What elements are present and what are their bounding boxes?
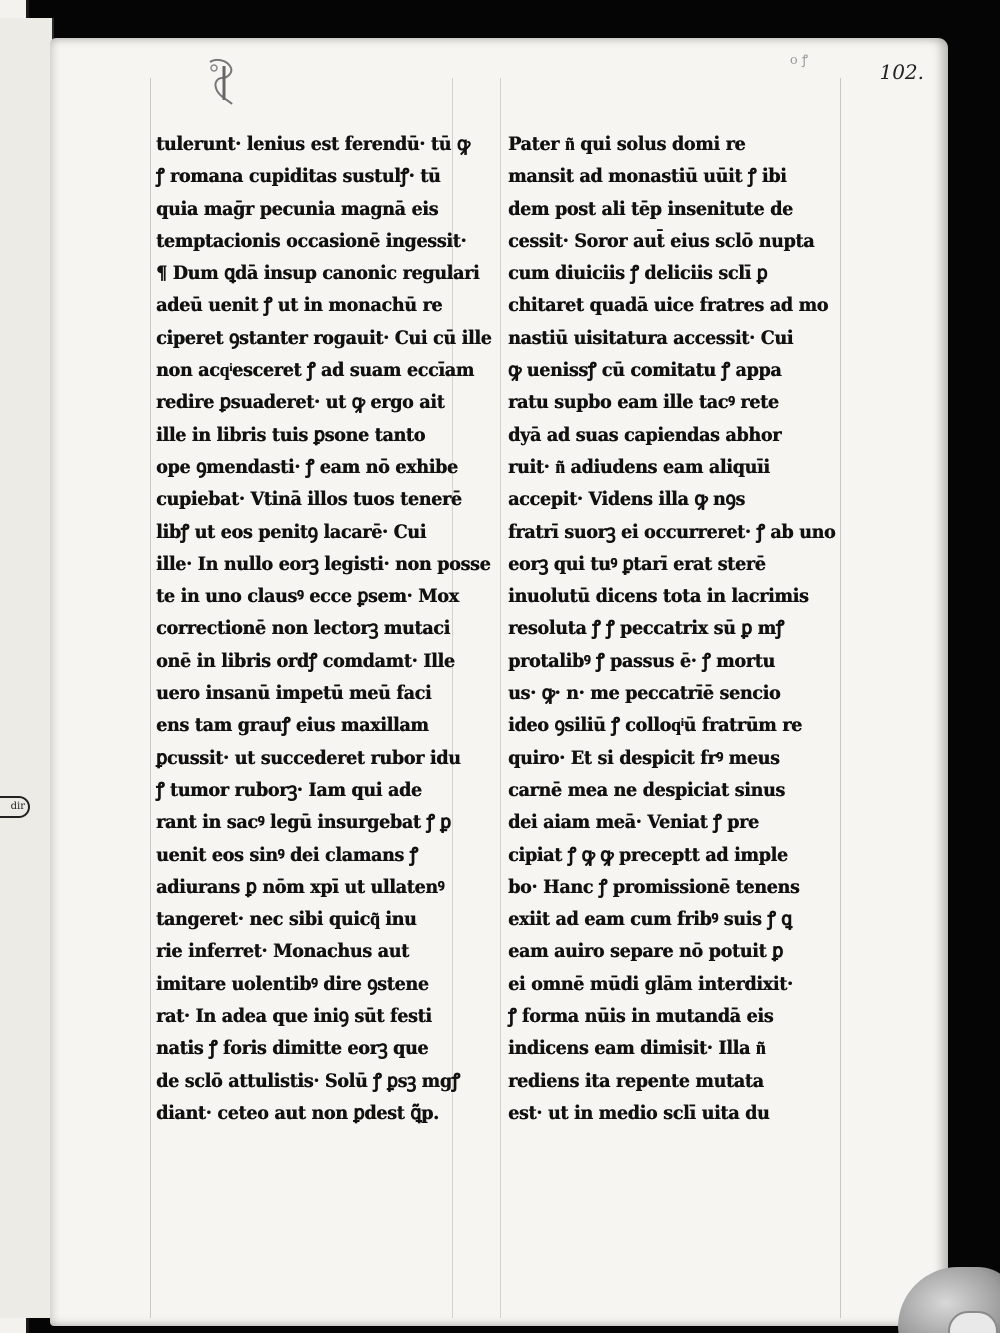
manuscript-line: Pater n͂ qui solus domi re — [508, 133, 746, 155]
marginal-sketch-icon — [202, 56, 244, 108]
manuscript-line: imitare uolentibꝰ dire ꝯstene — [156, 972, 429, 995]
manuscript-line: ruit· n͂ adiudens eam aliquīi — [508, 455, 770, 478]
manuscript-line: ꝑcussit· ut succederet rubor idu — [156, 746, 461, 769]
ruling-line — [500, 78, 501, 1318]
manuscript-line: protalibꝰ ꝭ passus ē· ꝭ mortu — [508, 649, 775, 672]
manuscript-line: cupiebat· Vtinā illos tuos tenerē — [156, 488, 462, 511]
manuscript-line: inuolutū dicens tota in lacrimis — [508, 585, 809, 608]
manuscript-line: de sclō attulistis· Solū ꝭ ꝑsꝫ mgꝭ — [156, 1069, 460, 1092]
manuscript-line: fratrī suorꝫ ei occurreret· ꝭ ab uno — [508, 520, 836, 543]
manuscript-line: redire ꝑsuaderet· ut ꝙ ergo ait — [156, 391, 445, 414]
left-text-column — [156, 128, 492, 1129]
manuscript-line: est· ut in medio sclī uita du — [508, 1101, 770, 1124]
manuscript-line: natis ꝭ foris dimitte eorꝫ que — [156, 1037, 429, 1060]
manuscript-line: carnē mea ne despiciat sinus — [508, 778, 785, 801]
manuscript-line: libꝭ ut eos penitꝯ lacarē· Cui — [156, 520, 426, 543]
manuscript-line: ens tam grauꝭ eius maxillam — [156, 714, 429, 737]
manuscript-line: nastiū uisitatura accessit· Cui — [508, 326, 794, 349]
manuscript-line: ꝭ tumor ruborꝫ· Iam qui ade — [156, 778, 422, 801]
manuscript-line: ꝙ uenissꝭ cū comitatu ꝭ appa — [508, 359, 782, 382]
corner-mark: o ꝭ — [789, 53, 808, 68]
manuscript-line: indicens eam dimisit· Illa n͂ — [508, 1037, 766, 1060]
manuscript-line: onē in libris ordꝭ comdamt· Ille — [156, 649, 455, 672]
manuscript-line: eam auiro separe nō potuit ꝑ — [508, 940, 783, 963]
manuscript-line: accepit· Videns illa ꝙ nꝯs — [508, 488, 745, 511]
manuscript-line: dyā ad suas capiendas abhor — [508, 423, 782, 446]
manuscript-line: correctionē non lectorꝫ mutaci — [156, 617, 450, 640]
manuscript-line: exiit ad eam cum fribꝰ suis ꝭ ꝗ — [508, 908, 792, 931]
manuscript-line: quiro· Et si despicit frꝰ meus — [508, 746, 780, 769]
thumb-nail — [948, 1311, 998, 1333]
manuscript-line: te in uno clausꝰ ecce ꝑsem· Mox — [156, 585, 459, 608]
previous-page — [0, 18, 54, 1318]
manuscript-line: ciperet ꝯstanter rogauit· Cui cū ille — [156, 326, 492, 349]
manuscript-line: rat· In adea que iniꝯ sūt festi — [156, 1005, 432, 1028]
manuscript-line: non acqͥesceret ꝭ ad suam eccīam — [156, 359, 474, 382]
manuscript-line: ideo ꝯsiliū ꝭ colloqͥū fratrūm re — [508, 714, 802, 737]
manuscript-line: dem post ali tēp insenitute de — [508, 197, 793, 220]
manuscript-line: ꝭ forma nūis in mutandā eis — [508, 1005, 774, 1028]
manuscript-line: resoluta ꝭ ꝭ peccatrix sū ꝑ mꝭ — [508, 617, 784, 640]
manuscript-line: ille in libris tuis ꝑsone tanto — [156, 423, 425, 446]
folio-number: 102. — [879, 60, 924, 84]
right-text-column — [508, 128, 836, 1129]
manuscript-line: us· ꝙ· n· me peccatrīē sencio — [508, 682, 781, 705]
manuscript-line: temptacionis occasionē ingessit· — [156, 229, 467, 252]
manuscript-line: uero insanū impetū meū faci — [156, 682, 432, 705]
manuscript-line: adeū uenit ꝭ ut in monachū re — [156, 294, 443, 317]
manuscript-line: ei omnē mūdi glām interdixit· — [508, 972, 793, 995]
previous-page-stamp: dir — [0, 796, 30, 818]
manuscript-line: rie inferret· Monachus aut — [156, 940, 409, 963]
manuscript-line: tangeret· nec sibi quicq͂ inu — [156, 908, 417, 931]
manuscript-line: tulerunt· lenius est ferendū· tū ꝙ — [156, 133, 470, 155]
manuscript-line: mansit ad monastiū uūit ꝭ ibi — [508, 165, 787, 188]
manuscript-line: ope ꝯmendasti· ꝭ eam nō exhibe — [156, 455, 458, 478]
manuscript-line: ratu supbo eam ille tacꝰ rete — [508, 391, 779, 414]
manuscript-line: quia maḡr pecunia magnā eis — [156, 197, 439, 220]
manuscript-line: adiurans ꝑ nōm xpī ut ullatenꝰ — [156, 875, 445, 898]
manuscript-line: diant· ceteo aut non ꝑdest ꝗ͂p. — [156, 1101, 439, 1124]
manuscript-line: rant in sacꝰ legū insurgebat ꝭ ꝑ — [156, 811, 451, 834]
folio — [50, 38, 948, 1326]
manuscript-line: ꝭ romana cupiditas sustulꝭ· tū — [156, 165, 441, 188]
manuscript-line: eorꝫ qui tuꝰ ꝑtarī erat sterē — [508, 552, 766, 575]
manuscript-line: cum diuiciis ꝭ deliciis sclī ꝑ — [508, 262, 768, 285]
manuscript-line: chitaret quadā uice fratres ad mo — [508, 294, 829, 317]
manuscript-line: cessit· Soror aut̄ eius sclō nupta — [508, 229, 815, 252]
manuscript-line: cipiat ꝭ ꝙ ꝙ preceptt ad imple — [508, 843, 788, 866]
manuscript-line: ille· In nullo eorꝫ legisti· non posse — [156, 552, 491, 575]
manuscript-line: ¶ Dum ꝗdā insup canonic regulari — [156, 262, 480, 285]
manuscript-line: bo· Hanc ꝭ promissionē tenens — [508, 875, 800, 898]
manuscript-line: uenit eos sinꝰ dei clamans ꝭ — [156, 843, 418, 866]
manuscript-line: dei aiam meā· Veniat ꝭ pre — [508, 811, 759, 834]
manuscript-line: rediens ita repente mutata — [508, 1069, 764, 1092]
